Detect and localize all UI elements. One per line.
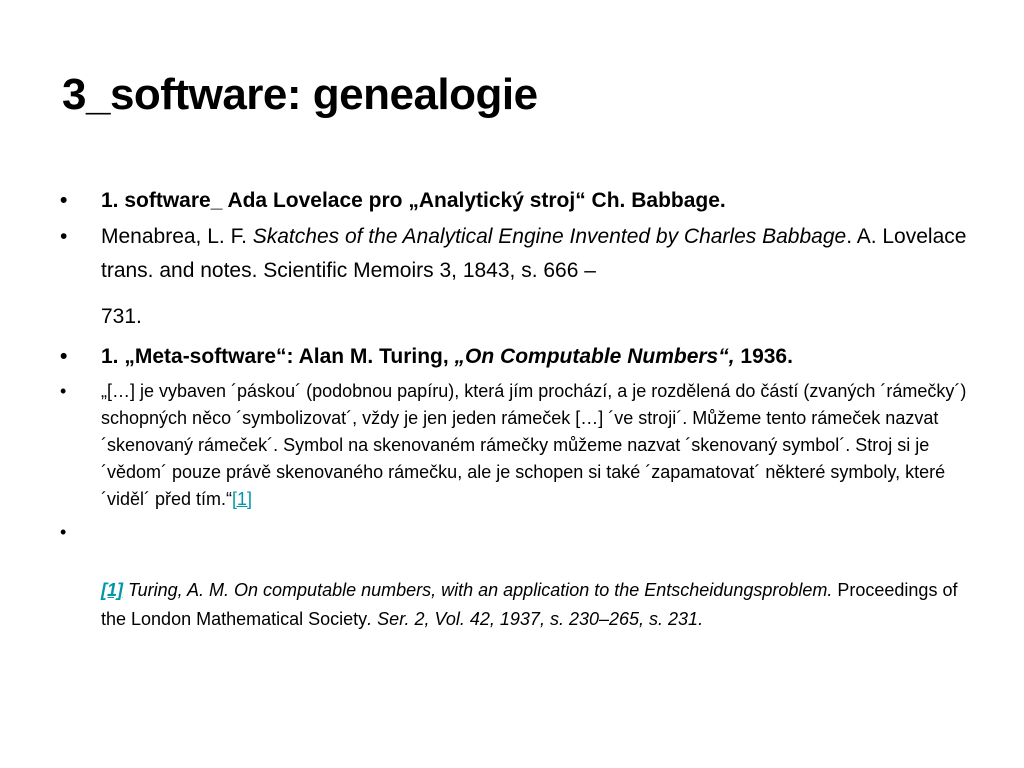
- footnote-reference: [101, 576, 981, 634]
- bullet-marker: •: [60, 345, 68, 368]
- bullet-text: . A. Lovelace trans. and notes. Scientific Memoirs 3, 1843, s. 666 –: [101, 225, 967, 282]
- quote-text: „[…] je vybaven ´páskou´ (podobnou papíru), která jím prochází, a je rozdělená do částí (zvaných ´rámečky´) schopných něco ´symbolizovat´, vždy je jen jeden rámeček […] ´ve stroji´. Můžeme tento rámeček nazvat ´skenovaný rámeček´. Symbol na skenovaném rámečky můžeme nazvat ´skenovaný symbol´. Stroj si je ´vědom´ pouze právě skenovaného rámečku, ale je schopen si také ´zapamatovat´ některé symboly, které ´viděl´ před tím.“: [101, 381, 967, 509]
- bullet-marker: •: [60, 522, 67, 542]
- bullet-text: 1. „Meta-software“: Alan M. Turing,: [101, 345, 455, 368]
- bullet-marker: •: [60, 225, 68, 248]
- bullet-text: 1. software_ Ada Lovelace pro „Analytický stroj“ Ch. Babbage.: [101, 189, 726, 212]
- bullet-item-empty: [60, 519, 970, 546]
- bullet-list: [60, 184, 970, 546]
- bullet-italic-title: Skatches of the Analytical Engine Invented by Charles Babbage: [252, 225, 847, 248]
- footnote-link[interactable]: [1]: [232, 489, 253, 509]
- reference-journal: Proceedings of the London Mathematical Society: [101, 580, 958, 629]
- bullet-italic-title: „On Computable Numbers“,: [454, 345, 735, 368]
- bullet-text-continuation: 731.: [101, 305, 142, 328]
- bullet-text: Menabrea, L. F.: [101, 225, 253, 248]
- slide-title: 3_software: genealogie: [62, 70, 538, 119]
- reference-details: . Ser. 2, Vol. 42, 1937, s. 230–265, s. 231.: [367, 609, 704, 629]
- footnote-anchor-link[interactable]: [1]: [101, 580, 123, 600]
- bullet-marker: •: [60, 189, 68, 212]
- bullet-item: [60, 378, 970, 513]
- bullet-item: [60, 340, 970, 374]
- bullet-text: 1936.: [734, 345, 793, 368]
- bullet-item: [60, 184, 970, 218]
- bullet-marker: •: [60, 381, 67, 401]
- reference-author-title: Turing, A. M. On computable numbers, with an application to the Entscheidungsproblem.: [123, 580, 833, 600]
- bullet-item: [60, 220, 970, 334]
